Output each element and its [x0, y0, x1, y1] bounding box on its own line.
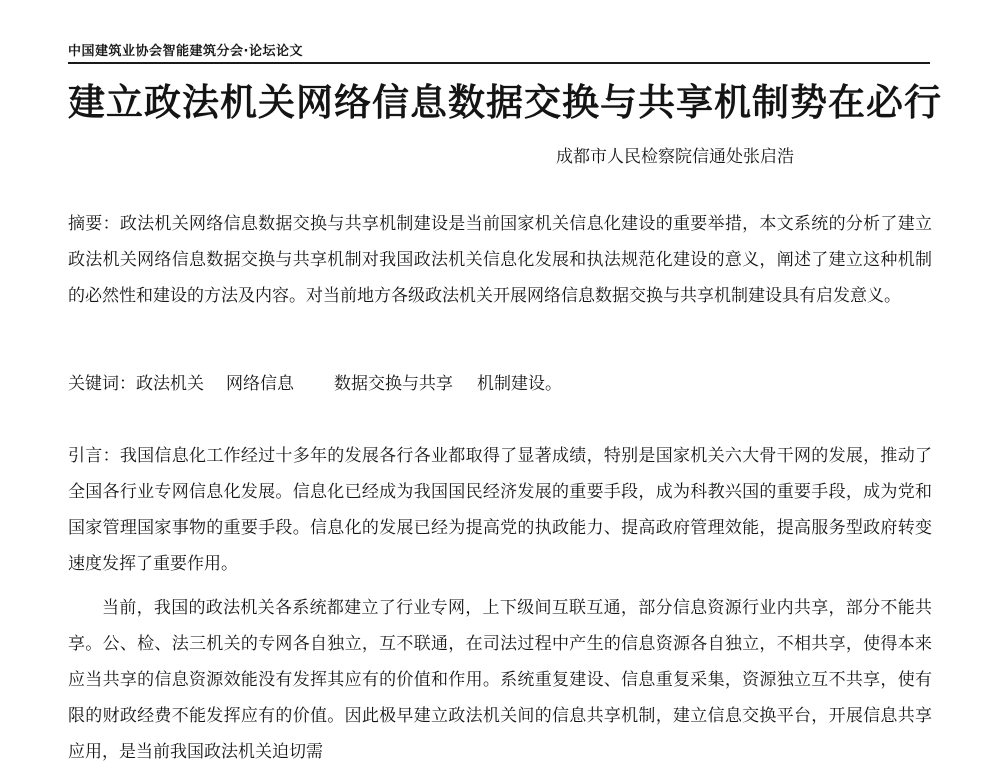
author-affiliation: 成都市人民检察院信通处张启浩 [556, 147, 794, 167]
abstract-paragraph: 摘要：政法机关网络信息数据交换与共享机制建设是当前国家机关信息化建设的重要举措，本文系统的分析了建立政法机关网络信息数据交换与共享机制对我国政法机关信息化发展和执法规范化建设的意义，阐述了建立这种机制的必然性和建设的方法及内容。对当前地方各级政法机关开展网络信息数据交换与共享机制建设具有启发意义。 [68, 214, 932, 306]
header-rule [68, 62, 930, 64]
keyword-item: 政法机关 [136, 374, 204, 394]
body-paragraph: 当前，我国的政法机关各系统都建立了行业专网，上下级间互联互通，部分信息资源行业内共享，部分不能共享。公、检、法三机关的专网各自独立，互不联通，在司法过程中产生的信息资源各自独立，不相共享，使得本来应当共享的信息资源效能没有发挥其应有的价值和作用。系统重复建设、信息重复采集，资源独立互不共享，使有限的财政经费不能发挥应有的价值。因此极早建立政法机关间的信息共享机制，建立信息交换平台，开展信息共享应用，是当前我国政法机关迫切需 [68, 598, 932, 762]
keyword-item: 机制建设。 [477, 374, 562, 394]
keyword-item: 数据交换与共享 [334, 374, 453, 394]
keywords-label: 关键词： [68, 374, 136, 394]
paper-title: 建立政法机关网络信息数据交换与共享机制势在必行 [68, 80, 942, 124]
keyword-item: 网络信息 [226, 374, 294, 394]
introduction-paragraph: 引言：我国信息化工作经过十多年的发展各行各业都取得了显著成绩，特别是国家机关六大骨干网的发展，推动了全国各行业专网信息化发展。信息化已经成为我国国民经济发展的重要手段，成为科教兴国的重要手段，成为党和国家管理国家事物的重要手段。信息化的发展已经为提高党的执政能力、提高政府管理效能，提高服务型政府转变速度发挥了重要作用。 [68, 446, 932, 574]
running-head: 中国建筑业协会智能建筑分会·论坛论文 [68, 44, 303, 59]
keywords-line [68, 366, 562, 402]
